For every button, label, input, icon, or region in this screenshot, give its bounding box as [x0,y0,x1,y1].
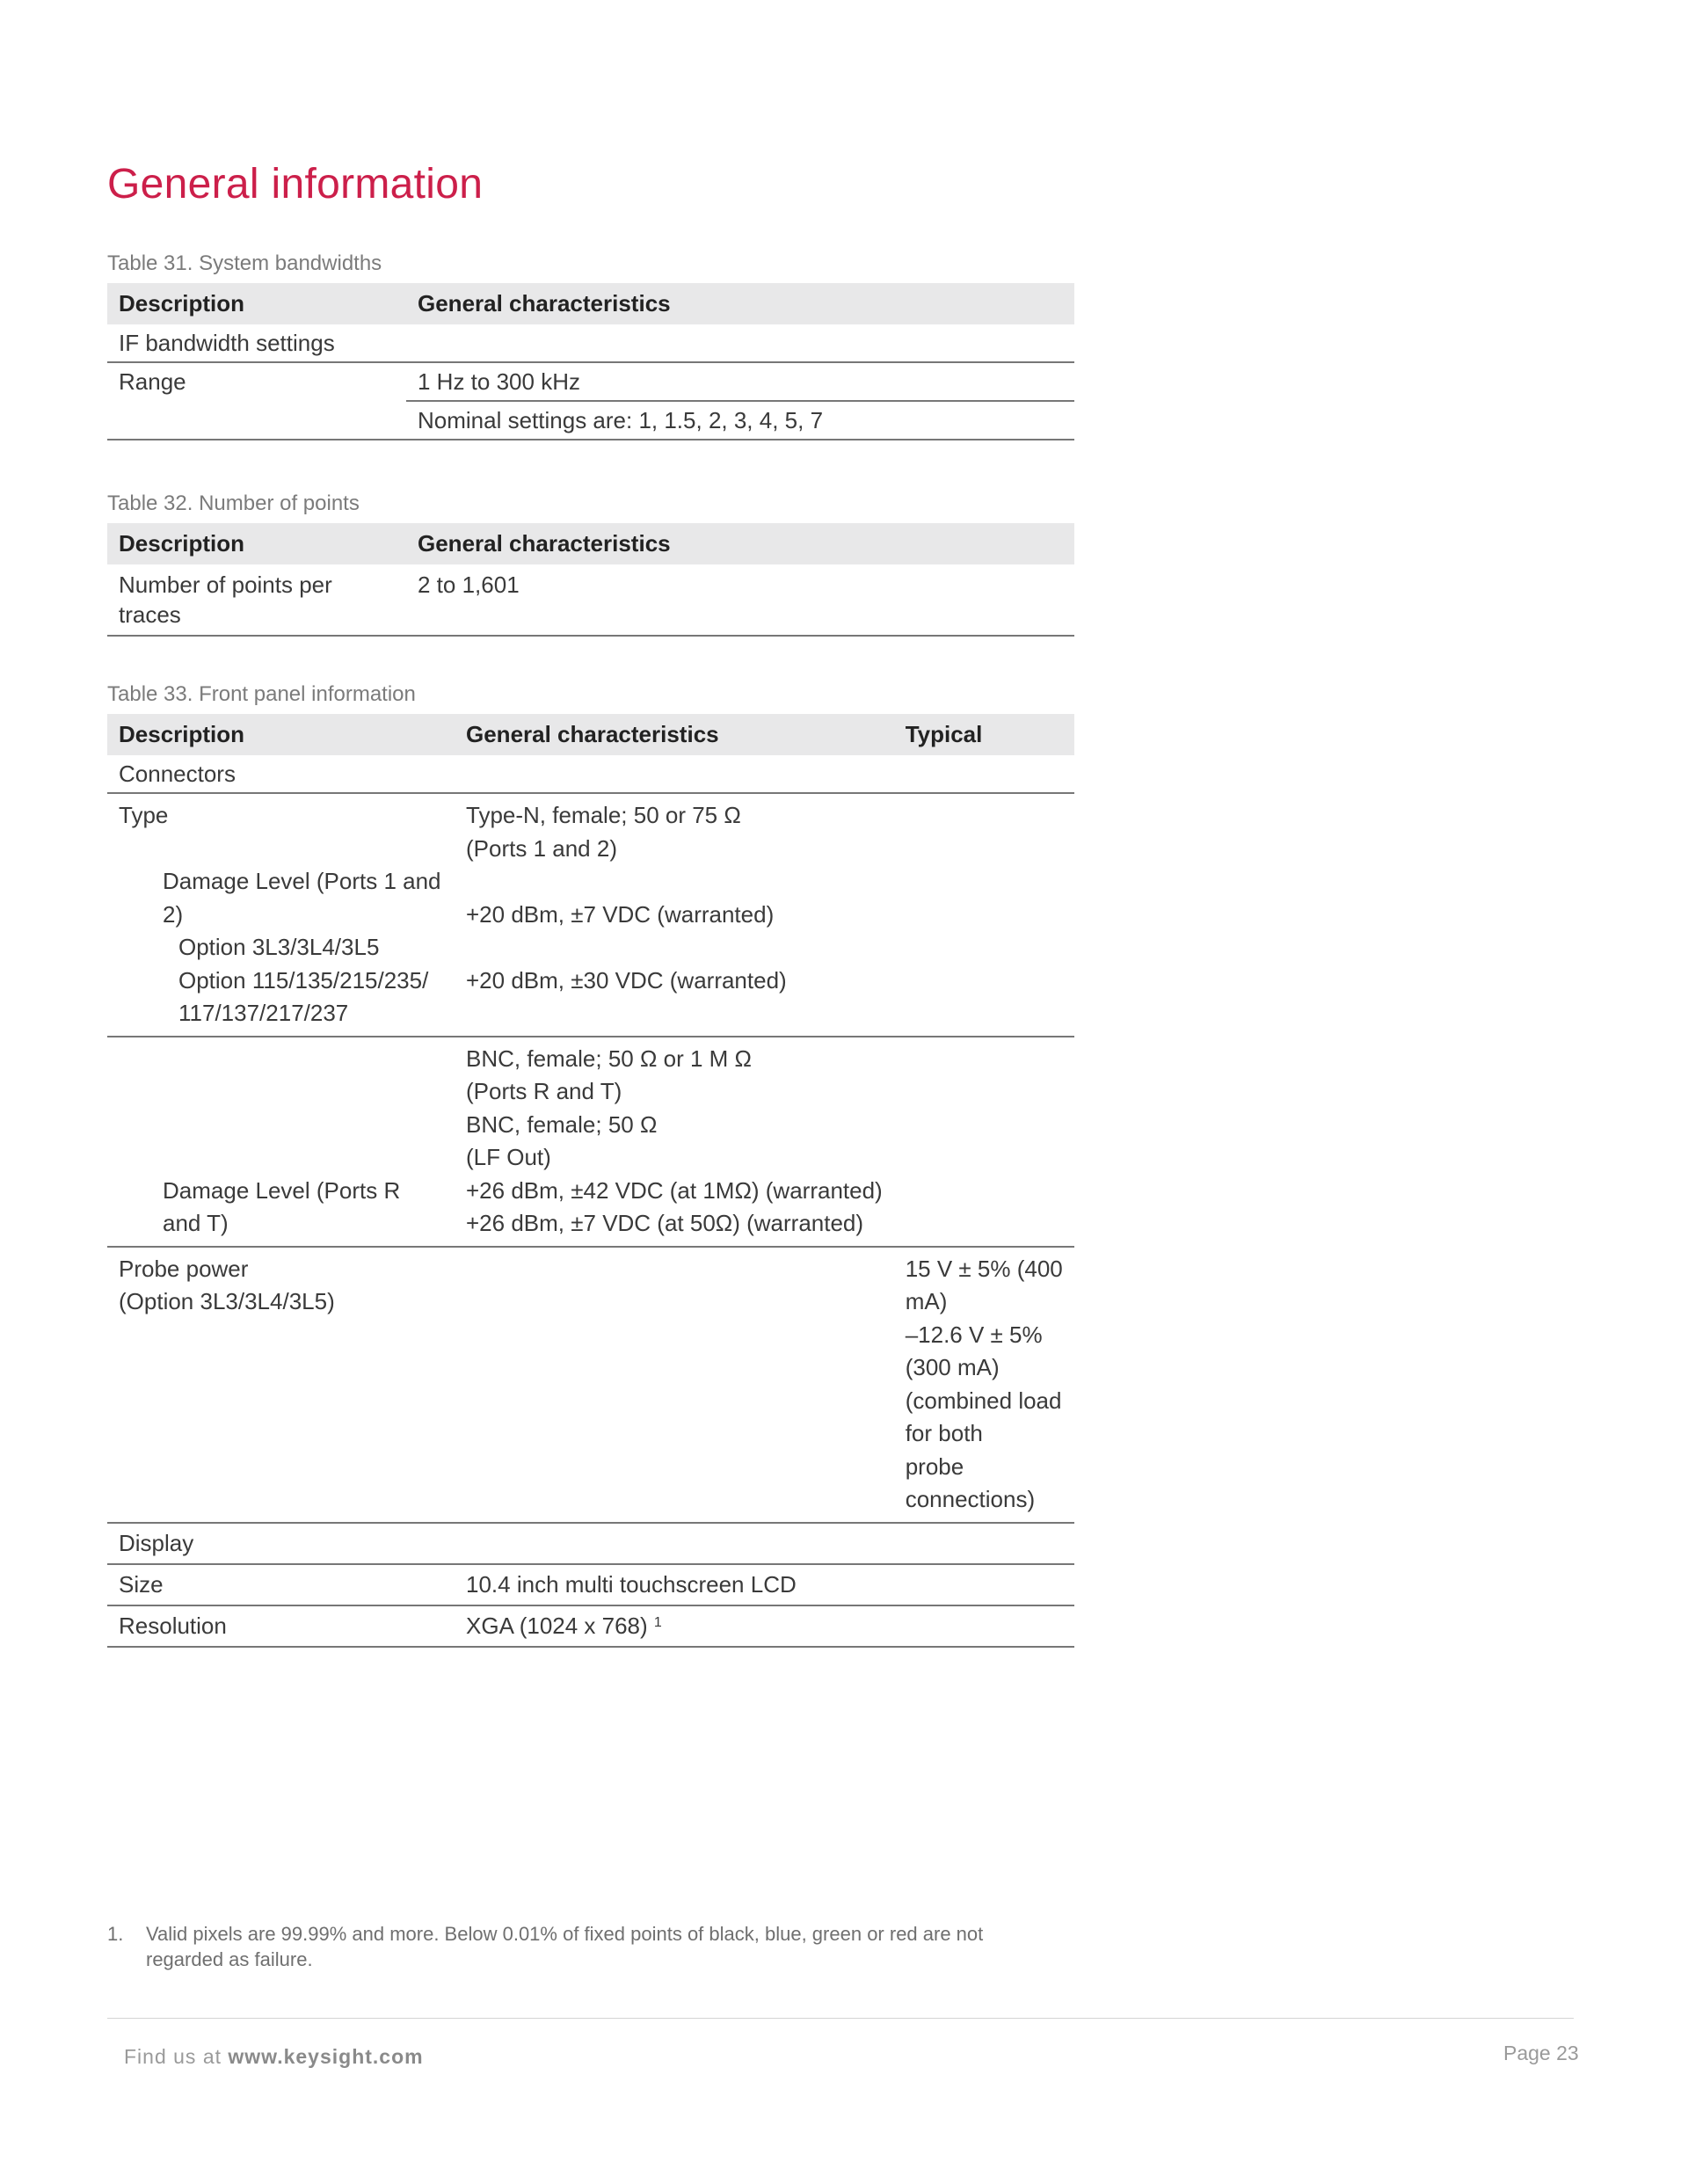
table-row [107,324,1074,362]
row-description [107,1247,455,1523]
footnote-number: 1. [107,1923,124,1945]
damage-level-ports-1-2: Damage Level (Ports 1 and 2) [163,868,441,928]
row-description: Range [119,368,186,395]
header-general-characteristics: General characteristics [406,523,1074,564]
table-row [107,1564,1074,1605]
typical-value: probe connections) [905,1452,1036,1512]
header-description: Description [107,283,406,324]
footnote-text: Valid pixels are 99.99% and more. Below 0.01% of fixed points of black, blue, green or red are not regarded as failure. [146,1923,984,1970]
table-row [107,564,1074,636]
damage-value: +26 dBm, ±42 VDC (at 1MΩ) (warranted) [466,1176,883,1204]
row-value [455,1605,1074,1647]
probe-power-label: Probe power [119,1255,249,1282]
table-31-caption: Table 31. System bandwidths [107,251,382,275]
table-row [107,1037,1074,1247]
option-label: 117/137/217/237 [178,1000,349,1026]
row-description: Size [107,1564,455,1605]
probe-power-option: (Option 3L3/3L4/3L5) [119,1288,335,1314]
option-value: +20 dBm, ±30 VDC (warranted) [466,966,787,994]
option-value: +20 dBm, ±7 VDC (warranted) [466,900,775,928]
table-32-caption: Table 32. Number of points [107,491,360,515]
row-description: IF bandwidth settings [107,324,406,362]
page-title: General information [107,161,484,207]
row-description: Resolution [107,1605,455,1647]
table-header-row [107,283,1074,324]
row-typical [894,1247,1074,1523]
table-header-row [107,523,1074,564]
typical-value: (combined load for both [905,1387,1062,1446]
bnc-ports: (LF Out) [466,1144,551,1170]
table-row [107,1605,1074,1647]
typical-value: –12.6 V ± 5% (300 mA) [905,1321,1043,1380]
header-description: Description [107,523,406,564]
footnote [107,1921,1057,1972]
typical-value: 15 V ± 5% (400 mA) [905,1255,1063,1314]
table-32 [107,523,1074,637]
damage-level-ports-r-t: Damage Level (Ports R and T) [163,1176,401,1236]
table-row [107,755,1074,793]
table-row [107,793,1074,1037]
bnc-value: BNC, female; 50 Ω or 1 M Ω [466,1045,752,1072]
bnc-value: BNC, female; 50 Ω [466,1110,658,1138]
option-label: Option 3L3/3L4/3L5 [178,934,380,960]
row-description [107,793,455,1037]
footer-prefix: Find us at [124,2045,222,2068]
table-row [107,401,1074,440]
resolution-value: XGA (1024 x 768) [466,1612,648,1639]
type-ports: (Ports 1 and 2) [466,834,617,862]
option-label: Option 115/135/215/235/ [178,966,429,994]
row-value: 1 Hz to 300 kHz [406,362,1074,401]
footer-divider [107,2018,1574,2019]
table-row [107,1523,1074,1564]
footer-contact [124,2045,424,2069]
page-number: Page 23 [1503,2042,1579,2064]
table-31 [107,283,1074,440]
table-row [107,1247,1074,1523]
footnote-ref: 1 [653,1614,662,1630]
footer-url-link[interactable]: www.keysight.com [228,2045,424,2068]
row-value: Nominal settings are: 1, 1.5, 2, 3, 4, 5, 7 [406,401,1074,440]
bnc-ports: (Ports R and T) [466,1078,622,1104]
row-value: 2 to 1,601 [406,564,1074,636]
row-value [455,793,894,1037]
row-value: 10.4 inch multi touchscreen LCD [455,1564,1074,1605]
header-typical: Typical [894,714,1074,755]
row-value [455,1037,894,1247]
table-header-row [107,714,1074,755]
header-general-characteristics: General characteristics [455,714,894,755]
header-general-characteristics: General characteristics [406,283,1074,324]
damage-value: +26 dBm, ±7 VDC (at 50Ω) (warranted) [466,1210,864,1236]
table-33 [107,714,1074,1648]
section-display: Display [107,1523,1074,1564]
type-label: Type [119,802,169,828]
row-description [107,1037,455,1247]
table-33-caption: Table 33. Front panel information [107,682,416,706]
row-description: Number of points per traces [107,564,406,636]
type-value: Type-N, female; 50 or 75 Ω [466,802,741,828]
section-connectors: Connectors [107,755,1074,793]
table-row [107,362,1074,401]
header-description: Description [107,714,455,755]
